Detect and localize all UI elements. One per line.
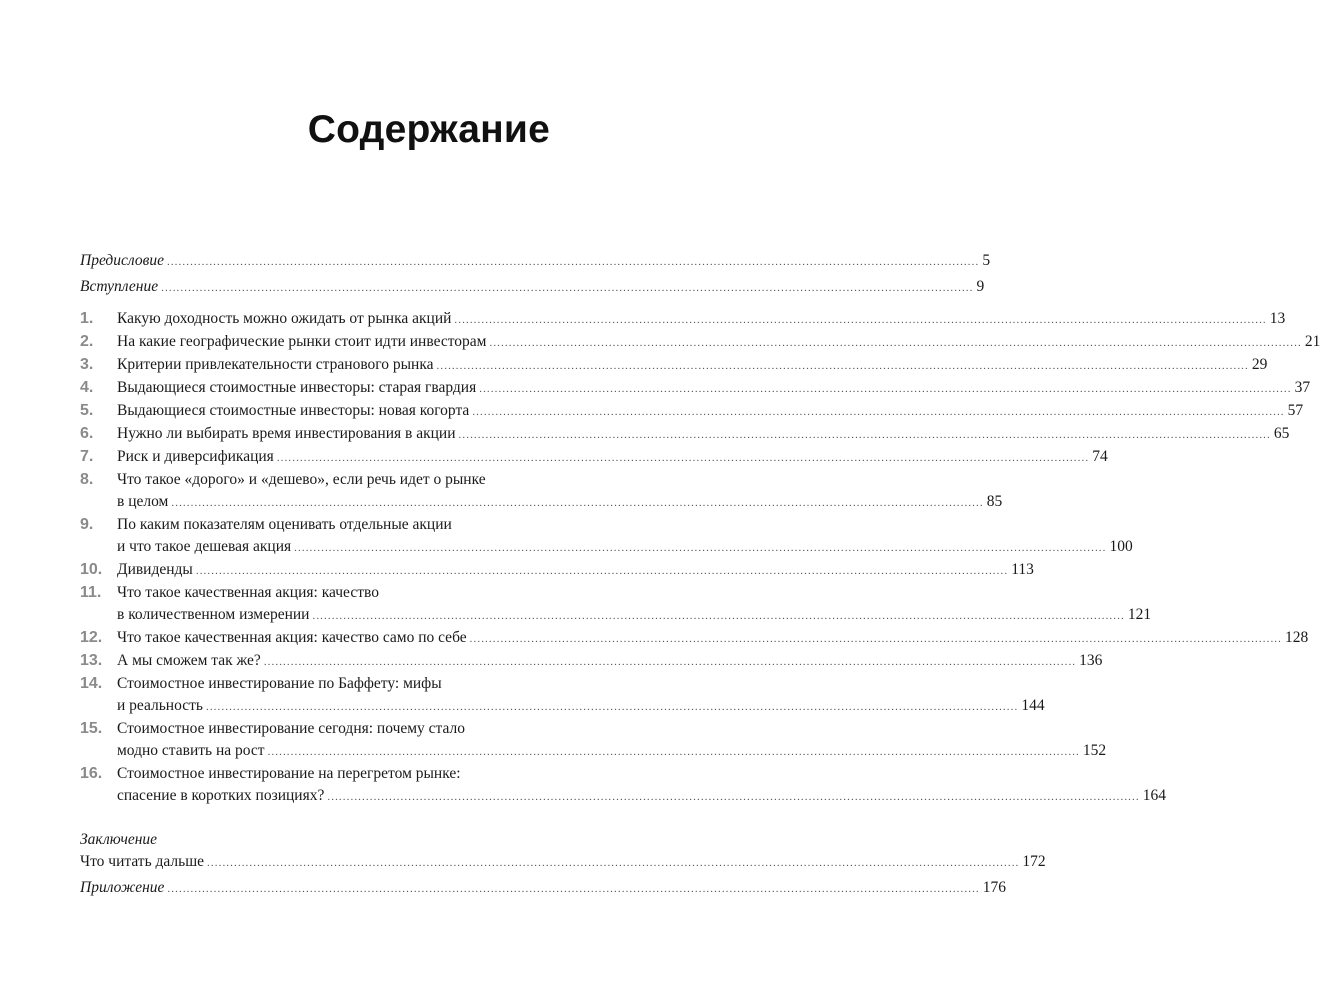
- entry-title: Какую доходность можно ожидать от рынка акций: [117, 310, 452, 327]
- toc-entry-chapter[interactable]: [80, 469, 1003, 513]
- toc-entry-chapter[interactable]: [80, 354, 1268, 376]
- toc-entry-chapter[interactable]: [80, 423, 1290, 445]
- page-number: 113: [1011, 561, 1034, 578]
- dot-leader: [207, 851, 1019, 874]
- dot-leader: [472, 400, 1284, 423]
- entry-title: По каким показателям оценивать отдельные акции: [117, 516, 452, 533]
- dot-leader: [161, 276, 973, 299]
- toc-entry-chapter[interactable]: [80, 650, 1103, 672]
- page-number: 172: [1022, 853, 1046, 870]
- chapter-number: 4.: [80, 379, 94, 396]
- entry-title: А мы сможем так же?: [117, 652, 261, 669]
- chapter-number: 6.: [80, 425, 94, 442]
- dot-leader: [264, 650, 1076, 673]
- page-number: 74: [1092, 448, 1108, 465]
- toc-entry-appendix[interactable]: [80, 877, 1007, 899]
- entry-title: Предисловие: [80, 252, 164, 269]
- page-number: 176: [982, 879, 1007, 896]
- entry-title: модно ставить на рост: [117, 742, 265, 759]
- entry-title: Что читать дальше: [80, 853, 205, 870]
- page-number: 100: [1109, 538, 1133, 555]
- entry-title: Стоимостное инвестирование по Баффету: мифы: [117, 675, 442, 692]
- dot-leader: [327, 785, 1139, 808]
- table-of-contents: [80, 250, 1320, 899]
- toc-section-conclusion: [80, 829, 550, 851]
- dot-leader: [489, 331, 1301, 354]
- entry-title: в целом: [117, 493, 169, 510]
- entry-title: Дивиденды: [117, 561, 193, 578]
- chapter-number: 12.: [80, 629, 103, 646]
- page-number: 5: [982, 252, 991, 269]
- page-title: Содержание: [307, 108, 550, 151]
- toc-entry-preface[interactable]: [80, 250, 991, 272]
- entry-title: Критерии привлекательности странового рынка: [117, 356, 434, 373]
- toc-entry-introduction[interactable]: [80, 276, 985, 298]
- entry-title: Вступление: [80, 278, 159, 295]
- dot-leader: [167, 877, 979, 900]
- chapter-number: 10.: [80, 561, 103, 578]
- page-number: 144: [1021, 697, 1045, 714]
- entry-title: Выдающиеся стоимостные инвесторы: новая когорта: [117, 402, 470, 419]
- section-label: Заключение: [80, 831, 158, 848]
- dot-leader: [470, 627, 1282, 650]
- page-number: 37: [1294, 379, 1311, 396]
- page-number: 85: [986, 493, 1003, 510]
- page-number: 57: [1287, 402, 1304, 419]
- dot-leader: [277, 446, 1089, 469]
- entry-title: и что такое дешевая акция: [117, 538, 292, 555]
- entry-title: Что такое «дорого» и «дешево», если речь идет о рынке: [117, 471, 486, 488]
- entry-title: Что такое качественная акция: качество: [117, 584, 379, 601]
- chapter-number: 11.: [80, 584, 102, 601]
- page-number: 136: [1079, 652, 1103, 669]
- page-number: 128: [1285, 629, 1309, 646]
- dot-leader: [167, 250, 979, 273]
- dot-leader: [437, 354, 1249, 377]
- dot-leader: [479, 377, 1291, 400]
- dot-leader: [454, 308, 1266, 331]
- toc-entry-chapter[interactable]: [80, 400, 1304, 422]
- toc-entry-chapter[interactable]: [80, 514, 1133, 558]
- dot-leader: [459, 423, 1271, 446]
- toc-entry-chapter[interactable]: [80, 308, 1286, 330]
- toc-entry-chapter[interactable]: [80, 718, 1107, 762]
- entry-title: Выдающиеся стоимостные инвесторы: старая гвардия: [117, 379, 477, 396]
- toc-entry-chapter[interactable]: [80, 627, 1309, 649]
- dot-leader: [171, 491, 983, 514]
- dot-leader: [294, 536, 1106, 559]
- toc-entry-chapter[interactable]: [80, 559, 1034, 581]
- dot-leader: [206, 695, 1018, 718]
- dot-leader: [312, 604, 1124, 627]
- dot-leader: [196, 559, 1008, 582]
- chapter-number: 2.: [80, 333, 94, 350]
- entry-title: Риск и диверсификация: [117, 448, 274, 465]
- entry-title: Стоимостное инвестирование на перегретом рынке:: [117, 765, 461, 782]
- entry-title: Что такое качественная акция: качество само по себе: [117, 629, 467, 646]
- entry-title: спасение в коротких позициях?: [117, 787, 325, 804]
- chapter-number: 15.: [80, 720, 103, 737]
- page-number: 164: [1142, 787, 1166, 804]
- toc-entry-chapter[interactable]: [80, 331, 1320, 353]
- toc-entry-chapter[interactable]: [80, 377, 1311, 399]
- chapter-number: 3.: [80, 356, 94, 373]
- chapter-number: 7.: [80, 448, 94, 465]
- page-number: 21: [1304, 333, 1320, 350]
- entry-title: На какие географические рынки стоит идти инвесторам: [117, 333, 487, 350]
- toc-entry-chapter[interactable]: [80, 582, 1152, 626]
- chapter-number: 9.: [80, 516, 94, 533]
- chapter-number: 13.: [80, 652, 103, 669]
- entry-title: в количественном измерении: [117, 606, 310, 623]
- dot-leader: [268, 740, 1080, 763]
- page-number: 65: [1273, 425, 1290, 442]
- chapter-number: 5.: [80, 402, 94, 419]
- entry-title: Приложение: [80, 879, 165, 896]
- page-number: 29: [1251, 356, 1268, 373]
- page-number: 9: [976, 278, 985, 295]
- toc-entry-chapter[interactable]: [80, 763, 1166, 807]
- chapter-number: 14.: [80, 675, 103, 692]
- toc-entry-chapter[interactable]: [80, 673, 1045, 717]
- page-number: 152: [1082, 742, 1107, 759]
- chapter-number: 1.: [80, 310, 94, 327]
- entry-title: Нужно ли выбирать время инвестирования в акции: [117, 425, 456, 442]
- chapter-number: 16.: [80, 765, 103, 782]
- chapter-list: [80, 308, 1320, 807]
- toc-entry-further-reading[interactable]: [80, 851, 1046, 873]
- chapter-number: 8.: [80, 471, 94, 488]
- page-number: 121: [1127, 606, 1152, 623]
- toc-entry-chapter[interactable]: [80, 446, 1108, 468]
- entry-title: и реальность: [117, 697, 203, 714]
- entry-title: Стоимостное инвестирование сегодня: почему стало: [117, 720, 466, 737]
- page-number: 13: [1269, 310, 1286, 327]
